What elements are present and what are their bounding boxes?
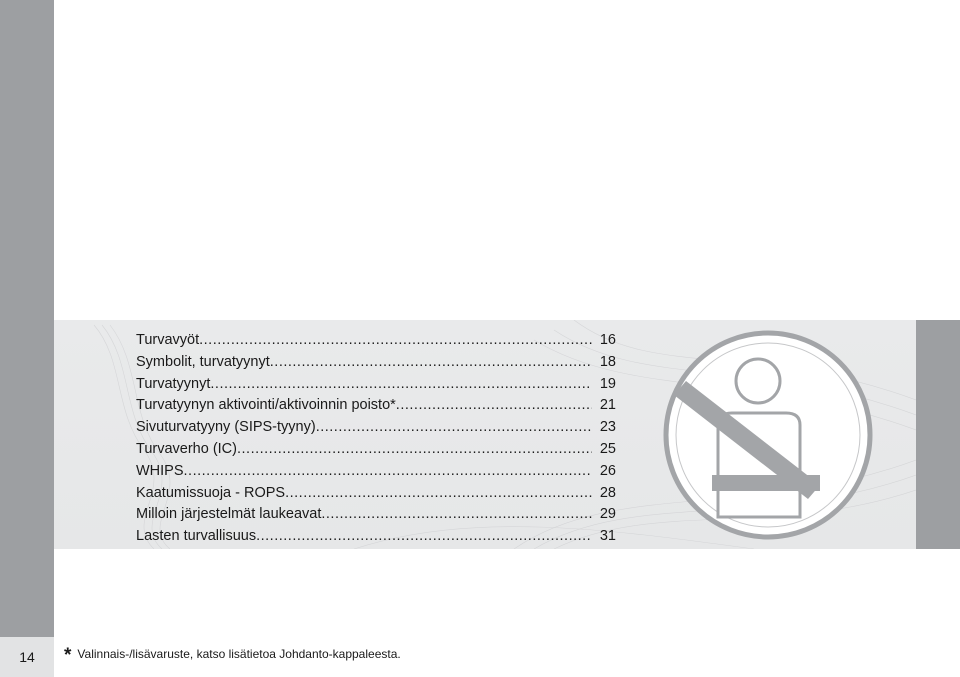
toc-leader-dots: [396, 395, 592, 417]
seatbelt-icon: [662, 329, 874, 541]
toc-item[interactable]: [136, 374, 616, 396]
toc-item[interactable]: [136, 461, 616, 483]
toc-leader-dots: [321, 504, 592, 526]
toc-leader-dots: [270, 352, 592, 374]
toc-item-title: Milloin järjestelmät laukeavat: [136, 506, 322, 523]
toc-item[interactable]: [136, 504, 616, 526]
footnote: [64, 645, 401, 666]
toc-item[interactable]: [136, 417, 616, 439]
toc-item-page: 23: [599, 419, 616, 436]
toc-leader-dots: [184, 461, 592, 483]
toc-item[interactable]: [136, 526, 616, 548]
toc-item-page: 16: [599, 332, 616, 348]
toc-item-title: Turvatyynyn aktivointi/aktivoinnin poisto*: [136, 397, 396, 414]
table-of-contents: [136, 330, 616, 548]
toc-item-page: 25: [599, 440, 616, 457]
footnote-text: Valinnais-/lisävaruste, katso lisätietoa Johdanto-kappaleesta.: [77, 647, 401, 661]
left-margin-strip: [0, 0, 54, 677]
toc-leader-dots: [316, 417, 592, 439]
toc-item-title: Symbolit, turvatyynyt: [136, 353, 270, 370]
footnote-marker: *: [64, 645, 72, 666]
toc-item-page: 28: [599, 484, 616, 501]
toc-leader-dots: [237, 439, 592, 461]
toc-item[interactable]: [136, 330, 616, 352]
toc-item-page: 26: [599, 462, 616, 479]
toc-item[interactable]: [136, 352, 616, 374]
toc-leader-dots: [256, 526, 592, 548]
toc-item-title: Turvatyynyt: [136, 375, 211, 392]
toc-item-page: 19: [599, 375, 616, 392]
toc-item-title: Kaatumissuoja - ROPS: [136, 484, 286, 501]
page-number: 14: [0, 637, 54, 677]
toc-leader-dots: [285, 483, 592, 505]
toc-item-title: Lasten turvallisuus: [136, 528, 257, 545]
toc-item-page: 31: [599, 528, 616, 545]
toc-item-title: Turvaverho (IC): [136, 440, 237, 457]
chapter-tab: [916, 320, 960, 549]
toc-item-title: Sivuturvatyyny (SIPS-tyyny): [136, 419, 316, 436]
toc-leader-dots: [199, 330, 592, 352]
toc-item-page: 21: [599, 397, 616, 414]
toc-item-page: 29: [599, 506, 616, 523]
toc-item-title: Turvavyöt: [136, 332, 200, 348]
toc-item[interactable]: [136, 483, 616, 505]
toc-item-title: WHIPS: [136, 462, 184, 479]
toc-item[interactable]: [136, 439, 616, 461]
toc-item-page: 18: [599, 353, 616, 370]
toc-item[interactable]: [136, 395, 616, 417]
toc-leader-dots: [210, 374, 592, 396]
